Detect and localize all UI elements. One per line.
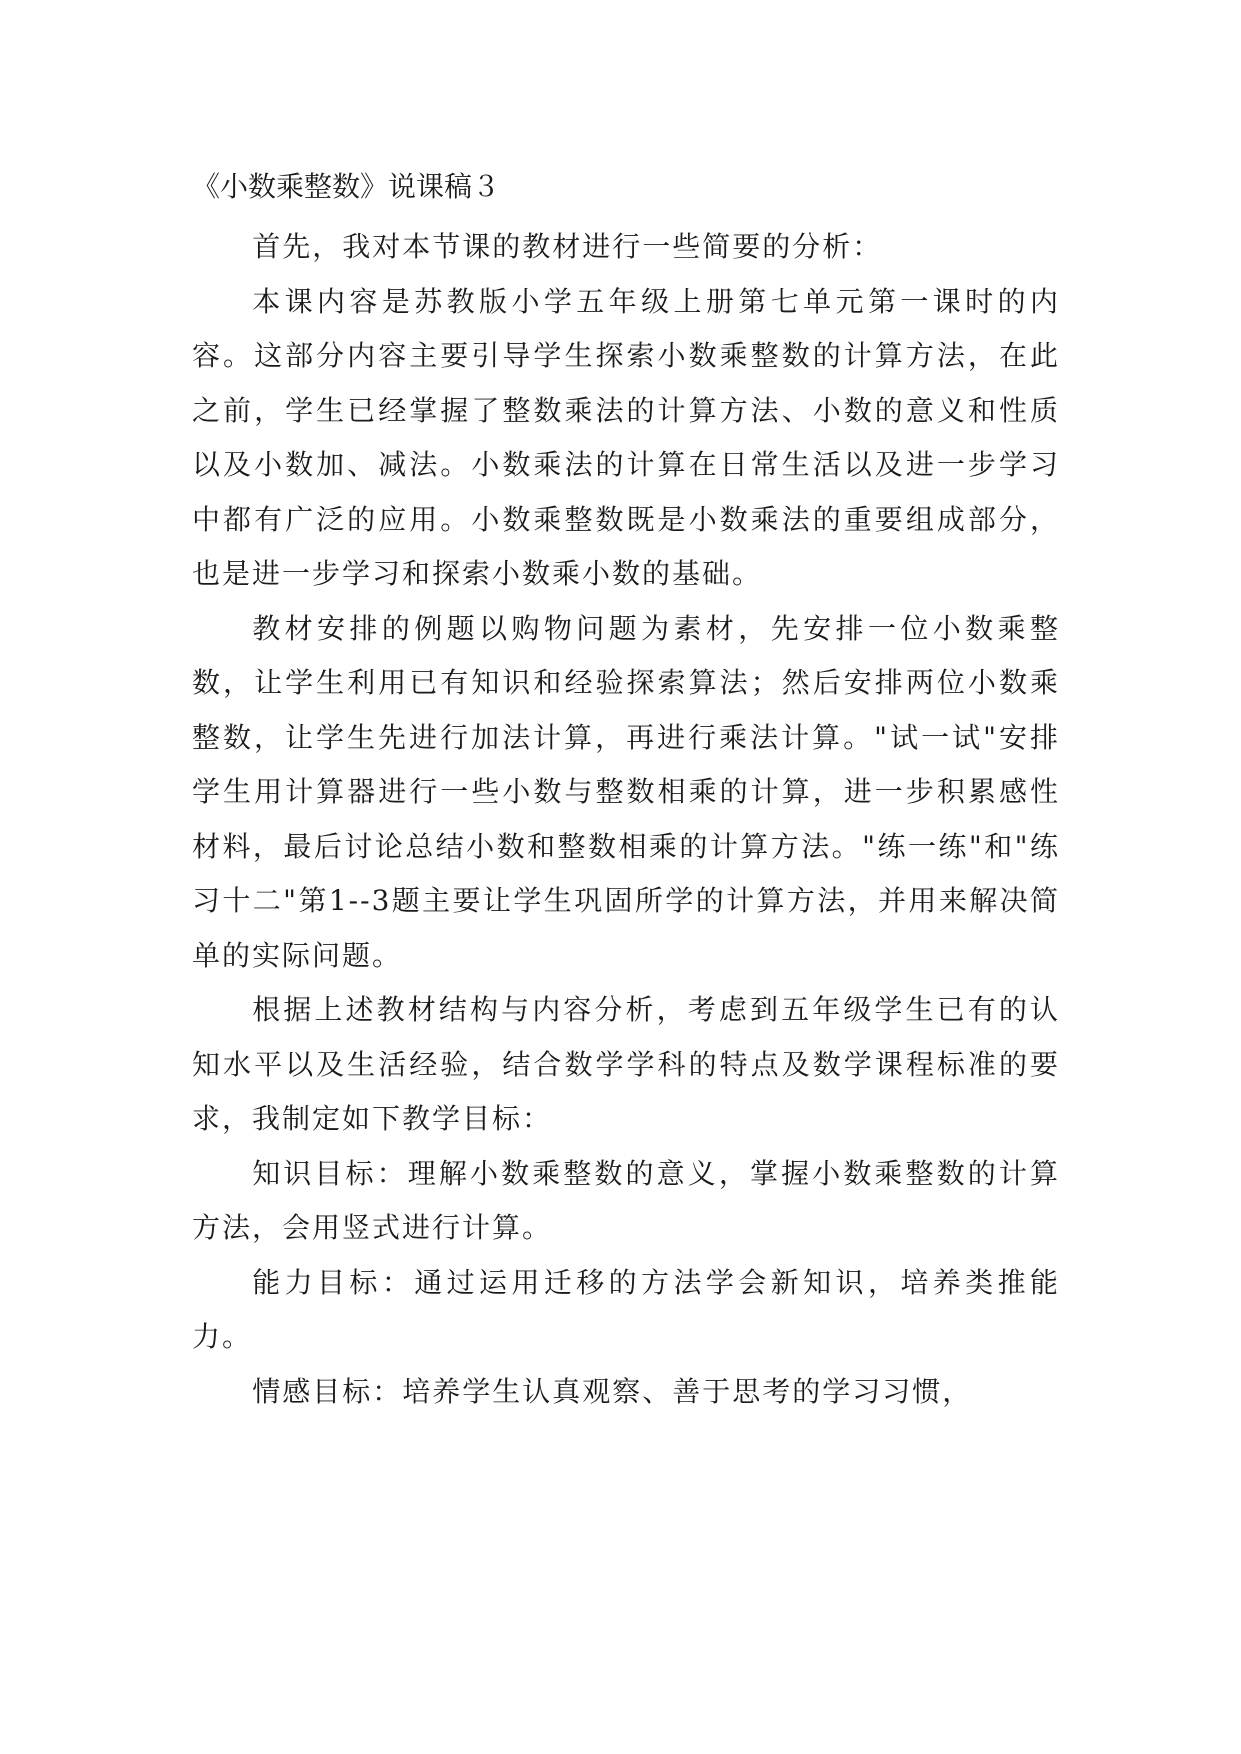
document-title: 《小数乘整数》说课稿３ [192,170,501,203]
paragraph-ability-objective: 能力目标：通过运用迁移的方法学会新知识，培养类推能力。 [192,1265,1060,1353]
document-body [192,220,1060,1419]
paragraph-textbook-arrangement: 教材安排的例题以购物问题为素材，先安排一位小数乘整数，让学生利用已有知识和经验探索算法；然后安排两位小数乘整数，让学生先进行加法计算，再进行乘法计算。"试一试"安排学生用计算器进行一些小数与整数相乘的计算，进一步积累感性材料，最后讨论总结小数和整数相乘的计算方法。"练一练"和"练习十二"第1--3题主要让学生巩固所学的计算方法，并用来解决简单的实际问题。 [192,611,1060,972]
paragraph-objectives-intro: 根据上述教材结构与内容分析，考虑到五年级学生已有的认知水平以及生活经验，结合数学学科的特点及数学课程标准的要求，我制定如下教学目标： [192,993,1060,1135]
paragraph-intro: 首先，我对本节课的教材进行一些简要的分析： [252,230,883,263]
paragraph-content-overview: 本课内容是苏教版小学五年级上册第七单元第一课时的内容。这部分内容主要引导学生探索小数乘整数的计算方法，在此之前，学生已经掌握了整数乘法的计算方法、小数的意义和性质以及小数加、减法。小数乘法的计算在日常生活以及进一步学习中都有广泛的应用。小数乘整数既是小数乘法的重要组成部分，也是进一步学习和探索小数乘小数的基础。 [192,284,1060,590]
paragraph-knowledge-objective: 知识目标：理解小数乘整数的意义，掌握小数乘整数的计算方法，会用竖式进行计算。 [192,1156,1060,1244]
paragraph-emotional-objective: 情感目标：培养学生认真观察、善于思考的学习习惯， [252,1374,973,1408]
